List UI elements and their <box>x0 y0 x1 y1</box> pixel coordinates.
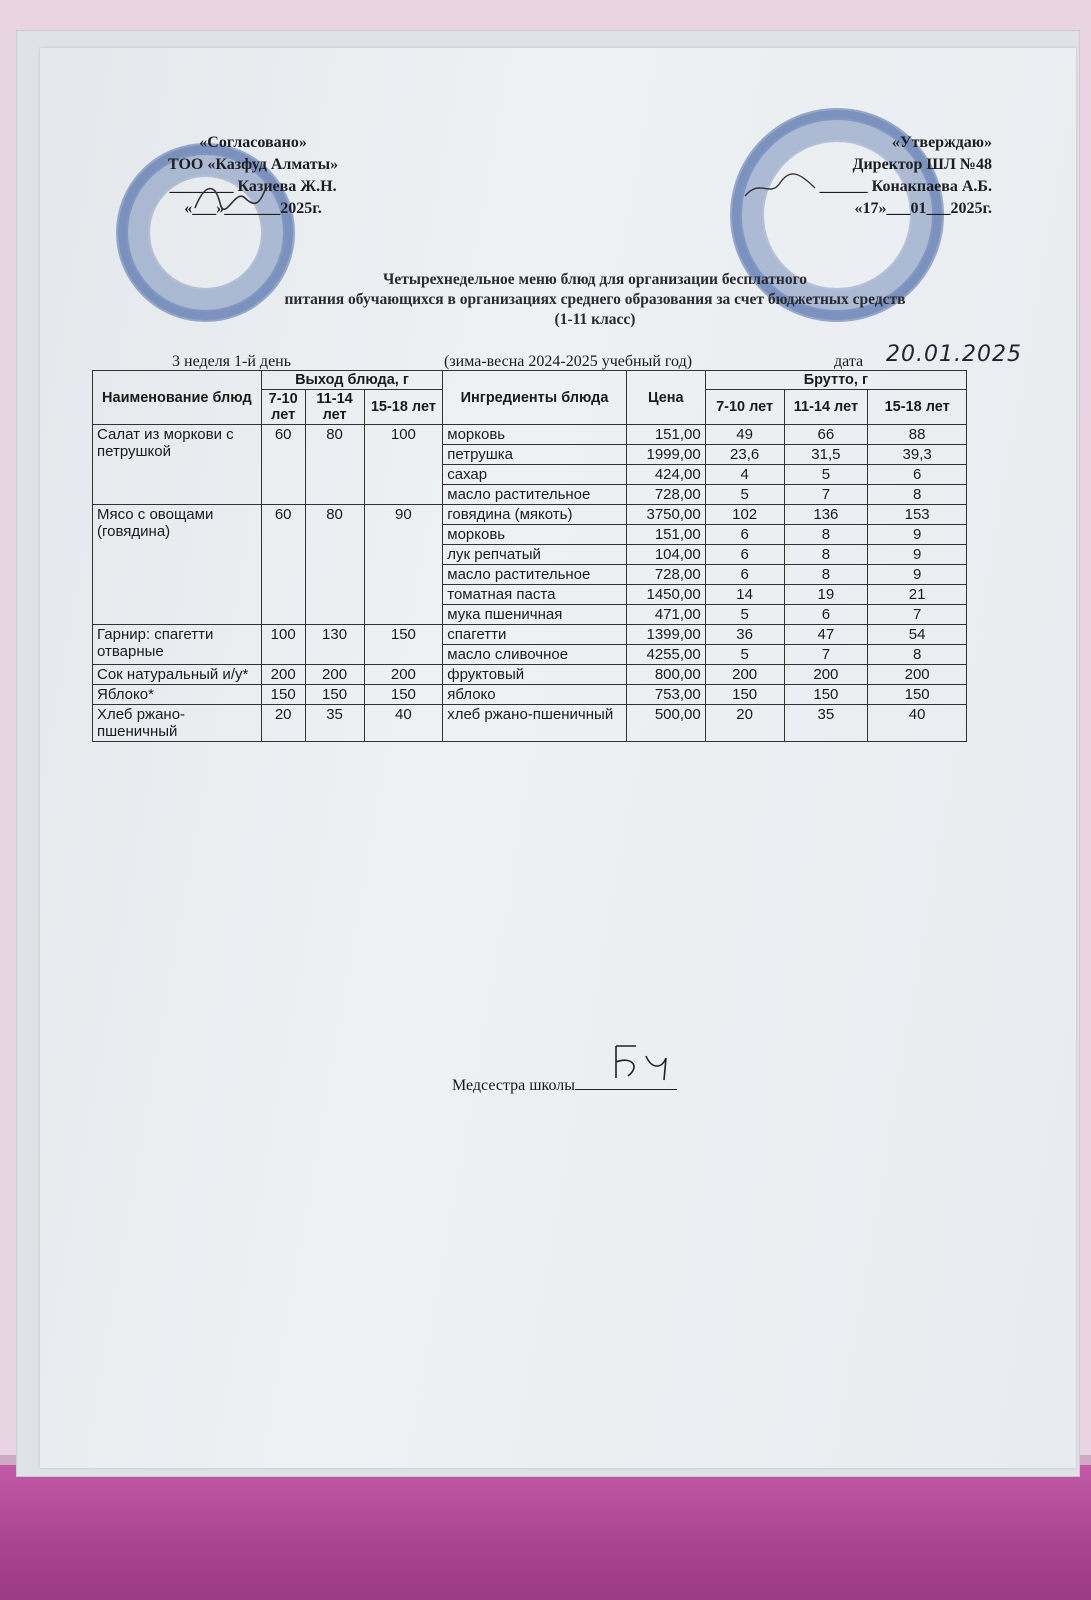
gross-age3: 200 <box>868 665 967 685</box>
gross-age3: 150 <box>868 685 967 705</box>
dish-output: 150 <box>305 685 364 705</box>
title-line2: питания обучающихся в организациях среднего образования за счет бюджетных средств <box>284 291 906 308</box>
header-output-age1: 7-10 лет <box>261 390 305 425</box>
ingredient-price: 500,00 <box>626 705 705 742</box>
header-dish: Наименование блюд <box>93 371 262 425</box>
gross-age1: 200 <box>705 665 784 685</box>
gross-age1: 4 <box>705 465 784 485</box>
dish-name: Яблоко* <box>93 685 262 705</box>
gross-age1: 20 <box>705 705 784 742</box>
gross-age1: 5 <box>705 605 784 625</box>
gross-age2: 7 <box>784 485 868 505</box>
ingredient-name: говядина (мякоть) <box>443 505 627 525</box>
wall-background <box>0 1465 1091 1600</box>
ingredient-price: 4255,00 <box>626 645 705 665</box>
ingredient-name: хлеб ржано-пшеничный <box>443 705 627 742</box>
gross-age1: 102 <box>705 505 784 525</box>
dish-output: 35 <box>305 705 364 742</box>
gross-age3: 8 <box>868 485 967 505</box>
nurse-signature-icon <box>606 1038 686 1083</box>
gross-age3: 9 <box>868 565 967 585</box>
gross-age2: 5 <box>784 465 868 485</box>
ingredient-name: сахар <box>443 465 627 485</box>
ingredient-name: мука пшеничная <box>443 605 627 625</box>
dish-output: 150 <box>364 625 443 665</box>
gross-age3: 7 <box>868 605 967 625</box>
gross-age3: 9 <box>868 545 967 565</box>
header-output-age3: 15-18 лет <box>364 390 443 425</box>
ingredient-price: 104,00 <box>626 545 705 565</box>
date-label: дата <box>834 353 864 370</box>
gross-age2: 8 <box>784 565 868 585</box>
ingredient-price: 728,00 <box>626 485 705 505</box>
ingredient-name: масло растительное <box>443 485 627 505</box>
gross-age1: 5 <box>705 485 784 505</box>
gross-age3: 40 <box>868 705 967 742</box>
gross-age3: 39,3 <box>868 445 967 465</box>
nurse-label: Медсестра школы <box>452 1077 576 1094</box>
table-row <box>93 625 967 645</box>
menu-table <box>92 370 967 742</box>
gross-age2: 47 <box>784 625 868 645</box>
dish-name: Мясо с овощами (говядина) <box>93 505 262 625</box>
ingredient-name: томатная паста <box>443 585 627 605</box>
dish-output: 200 <box>305 665 364 685</box>
gross-age3: 6 <box>868 465 967 485</box>
table-row <box>93 705 967 742</box>
approval-left-line2: ТОО «Казфуд Алматы» <box>168 156 339 173</box>
gross-age1: 36 <box>705 625 784 645</box>
header-price: Цена <box>626 371 705 425</box>
table-row <box>93 425 967 445</box>
dish-output: 200 <box>261 665 305 685</box>
dish-output: 150 <box>364 685 443 705</box>
approval-left-line3: ________ Казиева Ж.Н. <box>169 178 337 195</box>
table-row <box>93 505 967 525</box>
dish-output: 90 <box>364 505 443 625</box>
approval-right-line4: «17»___01___2025г. <box>854 200 992 217</box>
dish-output: 130 <box>305 625 364 665</box>
approval-right-line3: ______ Конакпаева А.Б. <box>819 178 992 195</box>
dish-output: 200 <box>364 665 443 685</box>
left-signature-icon <box>190 178 270 218</box>
dish-output: 60 <box>261 425 305 505</box>
ingredient-price: 753,00 <box>626 685 705 705</box>
gross-age2: 6 <box>784 605 868 625</box>
approval-right-line1: «Утверждаю» <box>891 134 992 151</box>
gross-age2: 8 <box>784 545 868 565</box>
ingredient-name: яблоко <box>443 685 627 705</box>
gross-age2: 7 <box>784 645 868 665</box>
approval-left-line1: «Согласовано» <box>199 134 307 151</box>
header-gross: Брутто, г <box>705 371 966 390</box>
gross-age1: 14 <box>705 585 784 605</box>
gross-age2: 19 <box>784 585 868 605</box>
gross-age3: 8 <box>868 645 967 665</box>
dish-name: Гарнир: спагетти отварные <box>93 625 262 665</box>
right-signature-icon <box>740 168 820 208</box>
dish-output: 60 <box>261 505 305 625</box>
gross-age2: 35 <box>784 705 868 742</box>
season: (зима-весна 2024-2025 учебный год) <box>444 353 693 370</box>
dish-output: 20 <box>261 705 305 742</box>
ingredient-price: 1399,00 <box>626 625 705 645</box>
gross-age1: 49 <box>705 425 784 445</box>
gross-age2: 150 <box>784 685 868 705</box>
ingredient-price: 3750,00 <box>626 505 705 525</box>
title-line1: Четырехнедельное меню блюд для организации бесплатного <box>382 271 808 288</box>
header-gross-age2: 11-14 лет <box>784 390 868 425</box>
gross-age2: 66 <box>784 425 868 445</box>
gross-age1: 6 <box>705 545 784 565</box>
dish-output: 150 <box>261 685 305 705</box>
document-title <box>160 270 1030 330</box>
dish-name: Хлеб ржано-пшеничный <box>93 705 262 742</box>
dish-name: Салат из моркови с петрушкой <box>93 425 262 505</box>
document-sheet <box>40 48 1076 1468</box>
date-value: 20.01.2025 <box>886 342 1022 367</box>
ingredient-name: спагетти <box>443 625 627 645</box>
gross-age3: 9 <box>868 525 967 545</box>
ingredient-name: фруктовый <box>443 665 627 685</box>
table-row <box>93 665 967 685</box>
approval-left-line4: «___»_______2025г. <box>184 200 322 217</box>
dish-output: 40 <box>364 705 443 742</box>
ingredient-price: 800,00 <box>626 665 705 685</box>
dish-name: Сок натуральный и/у* <box>93 665 262 685</box>
gross-age2: 8 <box>784 525 868 545</box>
gross-age2: 136 <box>784 505 868 525</box>
gross-age1: 5 <box>705 645 784 665</box>
dish-output: 100 <box>261 625 305 665</box>
ingredient-price: 151,00 <box>626 425 705 445</box>
gross-age1: 150 <box>705 685 784 705</box>
header-output: Выход блюда, г <box>261 371 443 390</box>
week-day: 3 неделя 1-й день <box>172 353 292 370</box>
ingredient-price: 151,00 <box>626 525 705 545</box>
ingredient-price: 728,00 <box>626 565 705 585</box>
ingredient-name: морковь <box>443 525 627 545</box>
approval-right-line2: Директор ШЛ №48 <box>852 156 992 173</box>
gross-age2: 31,5 <box>784 445 868 465</box>
header-gross-age1: 7-10 лет <box>705 390 784 425</box>
dish-output: 80 <box>305 505 364 625</box>
gross-age3: 153 <box>868 505 967 525</box>
gross-age3: 21 <box>868 585 967 605</box>
title-line3: (1-11 класс) <box>554 311 636 328</box>
dish-output: 80 <box>305 425 364 505</box>
gross-age1: 6 <box>705 525 784 545</box>
gross-age2: 200 <box>784 665 868 685</box>
header-gross-age3: 15-18 лет <box>868 390 967 425</box>
table-row <box>93 685 967 705</box>
ingredient-name: лук репчатый <box>443 545 627 565</box>
ingredient-name: морковь <box>443 425 627 445</box>
menu-table-body <box>93 425 967 742</box>
gross-age1: 23,6 <box>705 445 784 465</box>
ingredient-price: 424,00 <box>626 465 705 485</box>
ingredient-name: масло сливочное <box>443 645 627 665</box>
ingredient-name: масло растительное <box>443 565 627 585</box>
gross-age3: 54 <box>868 625 967 645</box>
ingredient-price: 1999,00 <box>626 445 705 465</box>
dish-output: 100 <box>364 425 443 505</box>
header-ingredients: Ингредиенты блюда <box>443 371 627 425</box>
ingredient-name: петрушка <box>443 445 627 465</box>
ingredient-price: 1450,00 <box>626 585 705 605</box>
gross-age1: 6 <box>705 565 784 585</box>
gross-age3: 88 <box>868 425 967 445</box>
header-output-age2: 11-14 лет <box>305 390 364 425</box>
ingredient-price: 471,00 <box>626 605 705 625</box>
